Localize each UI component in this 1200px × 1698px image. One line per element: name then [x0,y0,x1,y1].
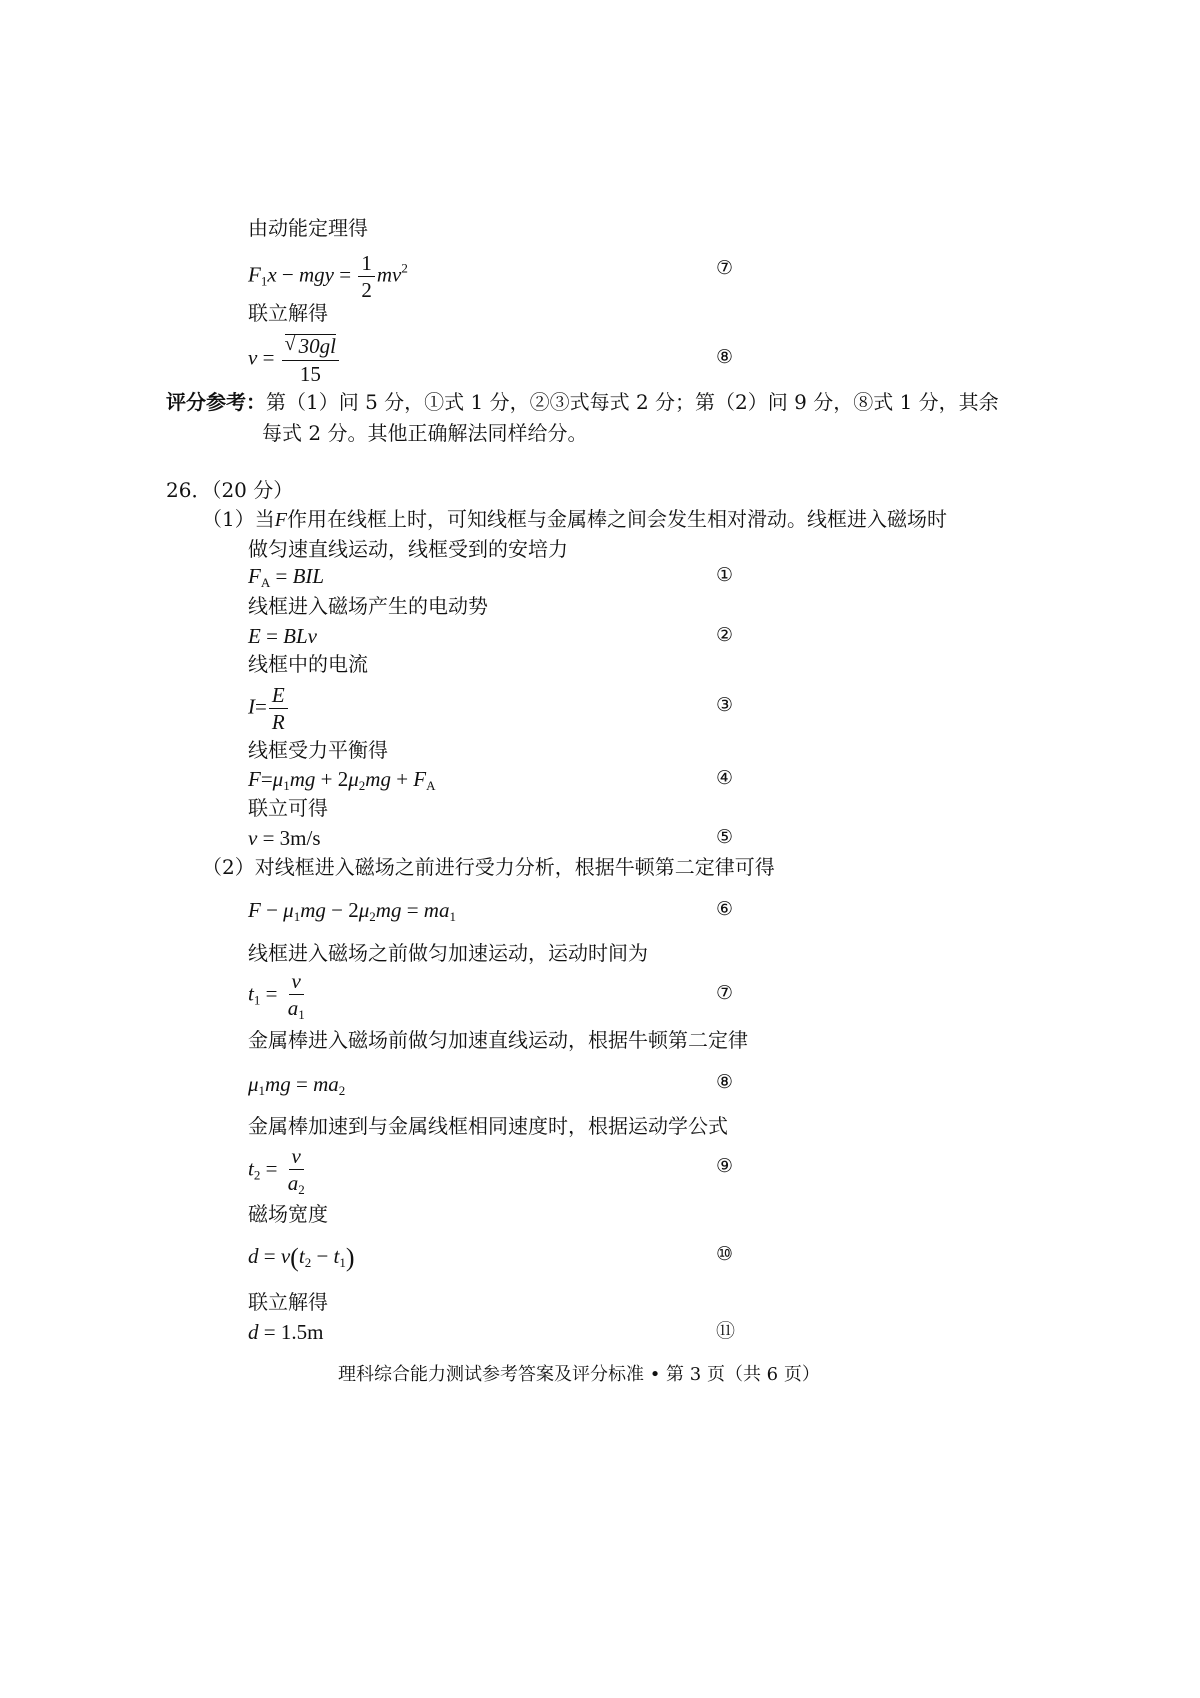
marker-11: ⑪ [716,1320,736,1342]
text-field-width: 磁场宽度 [248,1202,328,1226]
equation-2: E = BLv [248,624,317,648]
marker-4: ④ [716,767,734,789]
marker-9: ⑨ [716,1155,734,1177]
marker-2: ② [716,624,734,646]
equation-4: $F=\mu_1mg + 2\mu_2mg + F_A$ [248,767,436,793]
text-final-solve: 联立解得 [248,1290,328,1314]
marker-10: ⑩ [716,1243,734,1265]
score-reference [166,392,999,412]
equation-8: $\mu_1mg = ma_2$ [248,1072,346,1098]
equation-7: $t_1$ = $\frac{v}{a_1}$ [248,969,305,1023]
equation-7a: $F_1x$ − mgy = $\frac{1}{2}$ $mv^2$ [248,251,408,303]
equation-10: $d = v(t_2 - t_1)$ [248,1243,355,1272]
text-force-balance: 线框受力平衡得 [248,738,388,762]
v-frac-denominator: 15 [299,362,321,387]
text-combine-solve: 联立解得 [248,301,328,325]
d-result: 1.5m [280,1320,324,1344]
text-rod-newton: 金属棒进入磁场前做匀加速直线运动，根据牛顿第二定律 [248,1028,748,1052]
marker-7a: ⑦ [716,257,734,279]
equation-1: $F_A$ = BIL [248,564,325,590]
equation-5: v = 3m/s [248,826,321,850]
score-text-2: 每式 2 分。其他正确解法同样给分。 [262,421,588,445]
v-frac-numerator: 30gl [298,334,337,358]
text-combine: 联立可得 [248,796,328,820]
marker-8a: ⑧ [716,346,734,368]
equation-9: $t_2$ = $\frac{v}{a_2}$ [248,1144,305,1198]
marker-1: ① [716,564,734,586]
marker-8: ⑧ [716,1071,734,1093]
equation-6: $F - \mu_1mg - 2\mu_2mg = ma_1$ [248,898,456,924]
marker-6: ⑥ [716,898,734,920]
score-text-1: 第（1）问 5 分，①式 1 分，②③式每式 2 分；第（2）问 9 分，⑧式 1 分，其余 [266,390,999,414]
equation-3: I= $\frac{E}{R}$ [248,684,290,733]
text-rod-kinematics: 金属棒加速到与金属线框相同速度时，根据运动学公式 [248,1114,728,1138]
marker-7: ⑦ [716,982,734,1004]
text-accel-time: 线框进入磁场之前做匀加速运动，运动时间为 [248,941,648,965]
marker-3: ③ [716,694,734,716]
score-label: 评分参考： [166,390,266,414]
v-result: 3m/s [279,826,321,850]
part-2-intro: （2）对线框进入磁场之前进行受力分析，根据牛顿第二定律可得 [202,855,775,879]
text-emf: 线框进入磁场产生的电动势 [248,594,488,618]
text-current: 线框中的电流 [248,652,368,676]
marker-5: ⑤ [716,826,734,848]
question-26-title: 26．（20 分） [166,478,294,502]
part-1-intro: （1）当F作用在线框上时，可知线框与金属棒之间会发生相对滑动。线框进入磁场时 [202,507,947,531]
equation-8a: v = √ $\frac{30gl}{15}$ [248,334,341,385]
text-kinetic-energy-theorem: 由动能定理得 [248,216,368,240]
part-1-intro-2: 做匀速直线运动，线框受到的安培力 [248,537,568,561]
page-footer: 理科综合能力测试参考答案及评分标准 • 第 3 页（共 6 页） [338,1364,820,1385]
equation-11: d = 1.5m [248,1320,324,1344]
